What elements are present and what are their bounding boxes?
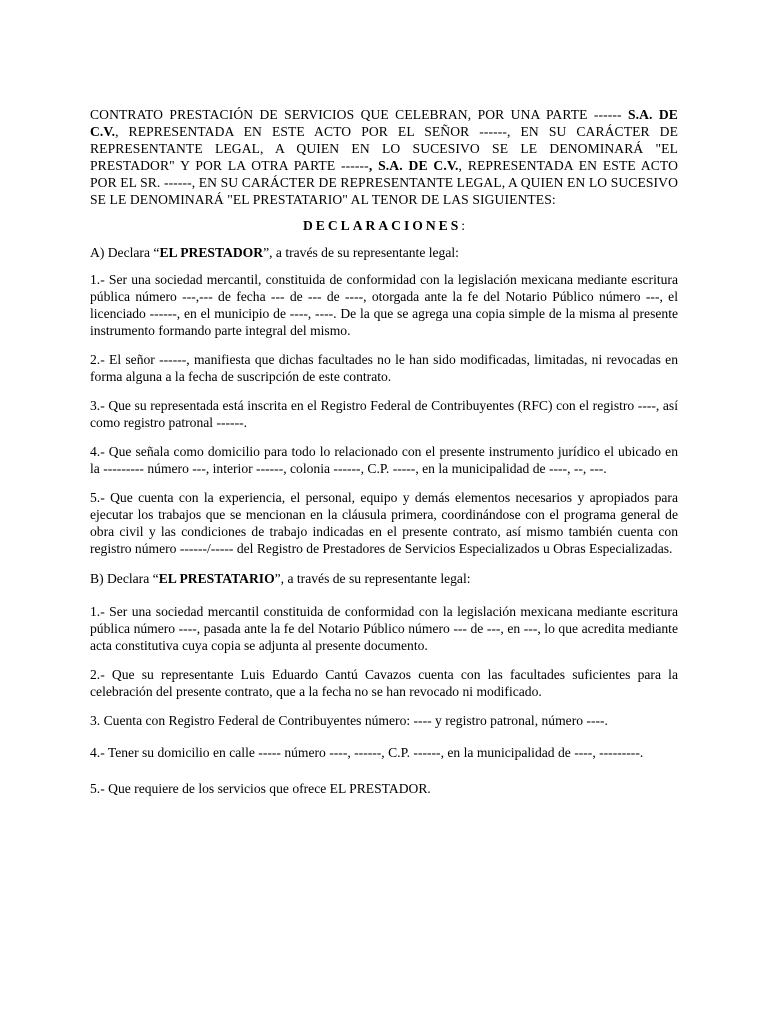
section-a-item-4: 4.- Que señala como domicilio para todo lo relacionado con el presente instrumento jurídico el ubicado en la --------- número ---, interior ------, colonia ------, C.P. -----, en la municipalidad de ----, --, ---. xyxy=(90,444,678,476)
declarations-heading xyxy=(90,217,678,234)
section-a-intro xyxy=(90,244,678,261)
section-b-intro xyxy=(90,570,678,587)
contract-preamble xyxy=(90,106,678,208)
section-a-item-5: 5.- Que cuenta con la experiencia, el personal, equipo y demás elementos necesarios y apropiados para ejecutar los trabajos que se mencionan en la cláusula primera, coordinándose con el programa general de obra civil y las condiciones de trabajo indicadas en el presente contrato, así mismo también cuenta con registro número ------/----- del Registro de Prestadores de Servicios Especializados u Obras Especializadas. xyxy=(90,490,678,556)
section-b-item-2: 2.- Que su representante Luis Eduardo Cantú Cavazos cuenta con las facultades suficientes para la celebración del presente contrato, que a la fecha no se han revocado ni modificado. xyxy=(90,667,678,699)
preamble-text-3: , REPRESENTADA EN ESTE ACTO POR EL SR. ------, EN SU CARÁCTER DE REPRESENTANTE LEGAL, A QUIEN EN LO SUCESIVO SE LE DENOMINARÁ "EL PRESTATARIO" AL TENOR DE LAS SIGUIENTES: xyxy=(90,158,678,207)
section-a-intro-post: ”, a través de su representante legal: xyxy=(263,245,459,260)
preamble-text-1: CONTRATO PRESTACIÓN DE SERVICIOS QUE CELEBRAN, POR UNA PARTE ------ xyxy=(90,107,628,122)
section-b-intro-post: ”, a través de su representante legal: xyxy=(274,571,471,586)
section-a-item-1: 1.- Ser una sociedad mercantil, constituida de conformidad con la legislación mexicana mediante escritura pública número ---,--- de fecha --- de --- de ----, otorgada ante la fe del Notario Público número ---, el licenciado ------, en el municipio de ----, ----. De la que se agrega una copia simple de la misma al presente instrumento formando parte integral del mismo. xyxy=(90,272,678,338)
declarations-heading-text: DECLARACIONES xyxy=(302,218,462,233)
section-b-item-4: 4.- Tener su domicilio en calle ----- número ----, ------, C.P. ------, en la municipalidad de ----, ---------. xyxy=(90,745,644,760)
preamble-text-2: , REPRESENTADA EN ESTE ACTO POR EL SEÑOR ------, EN SU CARÁCTER DE REPRESENTANTE LEGAL, A QUIEN EN LO SUCESIVO SE LE DENOMINARÁ "EL PRESTADOR" Y POR LA OTRA PARTE ------ xyxy=(90,124,678,173)
preamble-company-1: S.A. DE C.V. xyxy=(90,107,678,139)
section-b-item-3: 3. Cuenta con Registro Federal de Contribuyentes número: ---- y registro patronal, número ----. xyxy=(90,713,608,728)
section-b-item-1: 1.- Ser una sociedad mercantil constituida de conformidad con la legislación mexicana mediante escritura pública número ----, pasada ante la fe del Notario Público número --- de ---, en ---, lo que acredita mediante acta constitutiva cuya copia se adjunta al presente documento. xyxy=(90,604,678,653)
section-a-intro-pre: A) Declara “ xyxy=(90,245,160,260)
section-b-party: EL PRESTATARIO xyxy=(158,571,275,586)
preamble-company-2: , S.A. DE C.V. xyxy=(368,158,459,173)
section-a-party: EL PRESTADOR xyxy=(159,245,264,260)
section-a-item-3: 3.- Que su representada está inscrita en el Registro Federal de Contribuyentes (RFC) con el registro ----, así como registro patronal ------. xyxy=(90,398,678,430)
declarations-heading-colon: : xyxy=(461,218,466,233)
section-b-intro-pre: B) Declara “ xyxy=(90,571,159,586)
section-a-item-2: 2.- El señor ------, manifiesta que dichas facultades no le han sido modificadas, limitadas, ni revocadas en forma alguna a la fecha de suscripción de este contrato. xyxy=(90,352,678,384)
section-b-item-5: 5.- Que requiere de los servicios que ofrece EL PRESTADOR. xyxy=(90,781,431,796)
document-body xyxy=(90,106,678,797)
